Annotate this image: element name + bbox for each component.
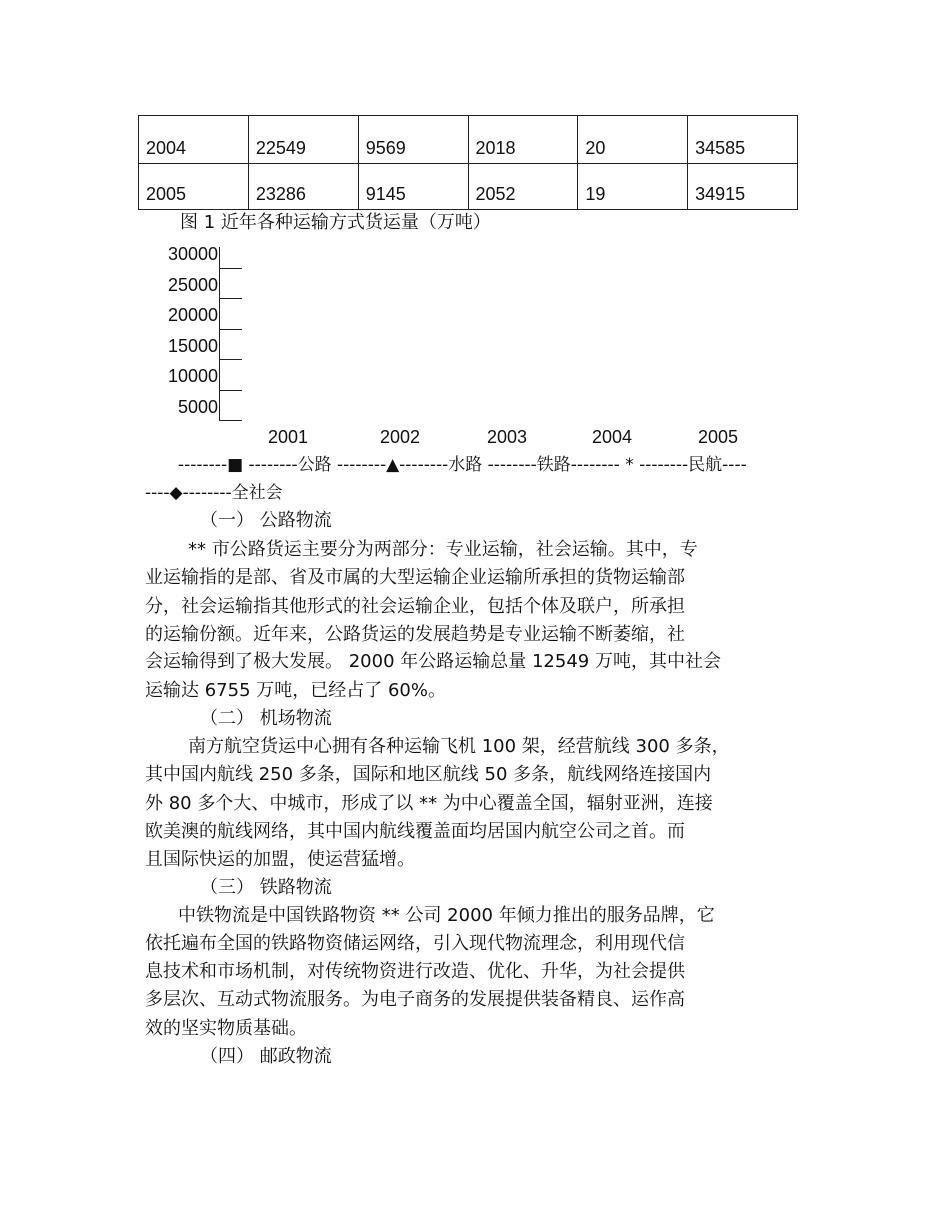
x-tick-label: 2001 (268, 427, 309, 447)
x-tick-label: 2002 (380, 427, 421, 447)
table-cell: 2018 (468, 116, 578, 164)
table-cell: 2005 (139, 164, 249, 210)
y-tick-mark (220, 298, 242, 299)
section-heading: （二） 机场物流 (200, 708, 332, 729)
table-cell: 20 (578, 116, 688, 164)
chart-legend: --------■ --------公路 --------▲--------水路 --------铁路-------- * --------民航---- (178, 455, 747, 475)
paragraph-line: 依托遍布全国的铁路物资储运网络，引入现代物流理念，利用现代信 (145, 933, 685, 954)
paragraph-line: ** 市公路货运主要分为两部分：专业运输，社会运输。其中，专 (188, 539, 698, 560)
paragraph-line: 息技术和市场机制，对传统物资进行改造、优化、升华，为社会提供 (145, 961, 685, 982)
x-tick-label: 2003 (487, 427, 528, 447)
table-cell: 34585 (688, 116, 798, 164)
y-tick-mark (220, 268, 242, 269)
paragraph-line: 效的坚实物质基础。 (145, 1018, 307, 1039)
y-tick-mark (220, 420, 242, 421)
y-axis-line (219, 247, 220, 421)
y-tick-label: 15000 (167, 336, 218, 356)
table-cell: 2052 (468, 164, 578, 210)
paragraph-line: 运输达 6755 万吨，已经占了 60%。 (145, 680, 446, 701)
table-cell: 9569 (358, 116, 468, 164)
x-tick-label: 2005 (698, 427, 739, 447)
paragraph-line: 且国际快运的加盟，使运营猛增。 (145, 849, 415, 870)
table-cell: 22549 (248, 116, 358, 164)
freight-table (138, 115, 798, 210)
paragraph-line: 欧美澳的航线网络，其中国内航线覆盖面均居国内航空公司之首。而 (145, 821, 685, 842)
section-heading: （四） 邮政物流 (200, 1046, 332, 1067)
table-cell: 2004 (139, 116, 249, 164)
table-row (139, 164, 798, 210)
table-cell: 19 (578, 164, 688, 210)
paragraph-line: 分，社会运输指其他形式的社会运输企业，包括个体及联户，所承担 (145, 596, 685, 617)
table-cell: 23286 (248, 164, 358, 210)
y-tick-label: 30000 (167, 244, 218, 264)
table-cell: 9145 (358, 164, 468, 210)
y-tick-mark (220, 329, 242, 330)
paragraph-line: 南方航空货运中心拥有各种运输飞机 100 架，经营航线 300 多条， (188, 736, 730, 757)
y-tick-label: 10000 (167, 366, 218, 386)
paragraph-line: 业运输指的是部、省及市属的大型运输企业运输所承担的货物运输部 (145, 567, 685, 588)
y-tick-label: 5000 (177, 397, 218, 417)
section-heading: （一） 公路物流 (200, 510, 332, 531)
paragraph-line: 中铁物流是中国铁路物资 ** 公司 2000 年倾力推出的服务品牌，它 (178, 905, 715, 926)
table-cell: 34915 (688, 164, 798, 210)
y-tick-label: 25000 (167, 275, 218, 295)
paragraph-line: 多层次、互动式物流服务。为电子商务的发展提供装备精良、运作高 (145, 989, 685, 1010)
y-tick-label: 20000 (167, 305, 218, 325)
chart-title: 图 1 近年各种运输方式货运量（万吨） (180, 212, 491, 233)
paragraph-line: 外 80 多个大、中城市，形成了以 ** 为中心覆盖全国，辐射亚洲，连接 (145, 793, 713, 814)
y-tick-mark (220, 359, 242, 360)
chart-legend: ----◆--------全社会 (145, 483, 283, 503)
paragraph-line: 会运输得到了极大发展。 2000 年公路运输总量 12549 万吨，其中社会 (145, 651, 721, 672)
paragraph-line: 其中国内航线 250 多条，国际和地区航线 50 多条，航线网络连接国内 (145, 764, 712, 785)
x-tick-label: 2004 (592, 427, 633, 447)
y-tick-mark (220, 390, 242, 391)
table-row (139, 116, 798, 164)
section-heading: （三） 铁路物流 (200, 877, 332, 898)
paragraph-line: 的运输份额。近年来，公路货运的发展趋势是专业运输不断萎缩，社 (145, 624, 685, 645)
